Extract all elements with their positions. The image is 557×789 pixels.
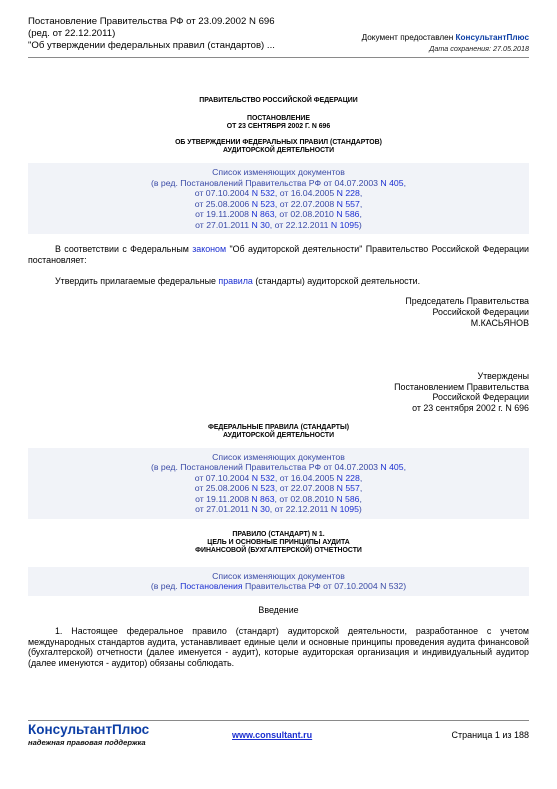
changes-text: , — [359, 188, 363, 198]
provided-by-text: Документ предоставлен — [361, 33, 456, 42]
amendment-link-405[interactable]: N 405 — [380, 177, 404, 188]
amendment-link-30[interactable]: N 30 — [251, 504, 270, 515]
amendment-link-228[interactable]: N 228 — [336, 188, 360, 198]
changes-text: , — [403, 462, 407, 473]
document-body — [28, 97, 529, 669]
changes-text: (в ред. — [150, 581, 181, 592]
changes-text: от 07.10.2004 — [194, 188, 252, 198]
header-line-1: Постановление Правительства РФ от 23.09.2002 N 696 — [28, 16, 275, 27]
rules-title-line-2: АУДИТОРСКОЙ ДЕЯТЕЛЬНОСТИ — [222, 431, 335, 439]
changes-text: , от 22.07.2008 — [274, 198, 337, 209]
resolution-link[interactable]: Постановления — [180, 581, 243, 592]
doc-date: ОТ 23 СЕНТЯБРЯ 2002 Г. N 696 — [226, 123, 331, 130]
changes-text: от 07.10.2004 — [194, 472, 252, 483]
save-date: Дата сохранения: 27.05.2018 — [429, 44, 529, 53]
footer-divider — [28, 720, 529, 721]
changes-text: ) — [358, 219, 362, 230]
changes-heading: Список изменяющих документов — [212, 451, 345, 462]
amendment-link-586[interactable]: N 586 — [336, 209, 360, 219]
amendment-link-532[interactable]: N 532 — [251, 472, 275, 483]
header-line-2: (ред. от 22.12.2011) — [28, 28, 116, 39]
changes-text: , — [359, 198, 363, 209]
section-heading-introduction: Введение — [258, 604, 299, 615]
amendment-link-532[interactable]: N 532 — [251, 188, 275, 198]
amendment-link-557[interactable]: N 557 — [336, 483, 360, 494]
changes-text: от 19.11.2008 — [195, 209, 252, 219]
rule1-title-line-3: ФИНАНСОВОЙ (БУХГАЛТЕРСКОЙ) ОТЧЕТНОСТИ — [195, 546, 362, 554]
changes-text: , от 22.12.2011 — [269, 219, 331, 230]
amendment-link-557[interactable]: N 557 — [336, 198, 360, 209]
rule1-title-line-1: ПРАВИЛО (СТАНДАРТ) N 1. — [232, 530, 325, 538]
footer-tagline: надежная правовая поддержка — [28, 738, 146, 747]
doc-type: ПОСТАНОВЛЕНИЕ — [247, 115, 310, 122]
header-divider — [28, 57, 529, 58]
changes-text: , — [403, 177, 407, 188]
changes-box — [28, 163, 529, 234]
footer-site-link[interactable]: www.consultant.ru — [232, 730, 313, 740]
changes-heading: Список изменяющих документов — [212, 167, 345, 177]
changes-text: , от 02.08.2010 — [274, 493, 337, 504]
consultant-logo: КонсультантПлюс — [28, 722, 150, 737]
signature-block — [28, 296, 529, 328]
approved-line: Российской Федерации — [432, 392, 529, 403]
amendment-link-523[interactable]: N 523 — [251, 198, 275, 209]
paragraph-text: В соответствии с Федеральным — [55, 244, 193, 254]
footer-brand — [28, 722, 149, 747]
changes-text: , — [359, 483, 363, 494]
decision-paragraph — [28, 276, 529, 287]
amendment-link-1095[interactable]: N 1095 — [330, 219, 359, 230]
amendment-link-863[interactable]: N 863 — [251, 493, 275, 504]
changes-text: от 25.08.2006 — [194, 198, 252, 209]
changes-box-3 — [28, 567, 529, 596]
changes-text: от 27.01.2011 — [195, 219, 252, 230]
paragraph-text: Утвердить прилагаемые федеральные — [55, 275, 219, 286]
amendment-link-30[interactable]: N 30 — [251, 219, 270, 230]
document-header-title — [28, 16, 328, 52]
amendment-link-1095[interactable]: N 1095 — [330, 504, 359, 515]
approved-line: Утверждены — [477, 370, 529, 381]
signature-line: Председатель Правительства — [405, 296, 529, 307]
changes-text: , от 02.08.2010 — [274, 209, 337, 219]
amendment-link-863[interactable]: N 863 — [251, 209, 275, 219]
amendment-link-228[interactable]: N 228 — [336, 472, 360, 483]
changes-text: (в ред. Постановлений Правительства РФ от 04.07.2003 — [150, 177, 381, 188]
signature-name: М.КАСЬЯНОВ — [470, 317, 529, 328]
provider-brand: КонсультантПлюс — [455, 33, 529, 42]
header-line-3: "Об утверждении федеральных правил (стандартов) ... — [28, 40, 275, 51]
approved-block — [28, 371, 529, 414]
changes-text: , от 16.04.2005 — [274, 472, 337, 483]
rules-link[interactable]: правила — [218, 275, 253, 286]
paragraph-text: (стандарты) аудиторской деятельности. — [252, 275, 421, 286]
preamble-paragraph — [28, 244, 529, 266]
paragraph-text: "Об аудиторской деятельности" Правительство Российской Федерации постановляет: — [28, 244, 529, 265]
changes-text: , — [359, 209, 362, 219]
amendment-link-523[interactable]: N 523 — [251, 483, 275, 494]
changes-heading: Список изменяющих документов — [212, 570, 345, 581]
amendment-link-405[interactable]: N 405 — [380, 462, 404, 473]
rule1-paragraph-1: 1. Настоящее федеральное правило (стандарт) аудиторской деятельности, разработанное с учетом международных стандартов аудита, устанавливает единые цели и основные принципы проведения аудита финансовой (бухгалтерской) отчетности (далее именуется - аудит), которые аудиторская организация и индивидуальный аудитор (далее именуются - аудитор) обязаны соблюдать. — [28, 625, 529, 669]
approved-line: от 23 сентября 2002 г. N 696 — [412, 403, 529, 414]
changes-text: ) — [358, 504, 362, 515]
changes-text: , от 22.12.2011 — [269, 504, 331, 515]
approved-line: Постановлением Правительства — [394, 381, 529, 392]
amendment-link-586[interactable]: N 586 — [336, 493, 360, 504]
changes-text: , от 16.04.2005 — [274, 188, 337, 198]
changes-text: , — [359, 472, 363, 483]
changes-text: (в ред. Постановлений Правительства РФ от 04.07.2003 — [150, 462, 381, 473]
document-header-source — [362, 32, 529, 54]
org-title: ПРАВИТЕЛЬСТВО РОССИЙСКОЙ ФЕДЕРАЦИИ — [199, 97, 358, 104]
rules-title-line-1: ФЕДЕРАЛЬНЫЕ ПРАВИЛА (СТАНДАРТЫ) — [207, 423, 350, 431]
changes-text: , от 22.07.2008 — [274, 483, 337, 494]
doc-title-line-2: АУДИТОРСКОЙ ДЕЯТЕЛЬНОСТИ — [222, 147, 335, 154]
page-number: Страница 1 из 188 — [451, 730, 529, 740]
changes-text: от 27.01.2011 — [195, 504, 252, 515]
changes-text: от 19.11.2008 — [195, 493, 252, 504]
law-link[interactable]: законом — [192, 244, 227, 254]
changes-text: от 25.08.2006 — [194, 483, 252, 494]
rule1-title-line-2: ЦЕЛЬ И ОСНОВНЫЕ ПРИНЦИПЫ АУДИТА — [207, 538, 350, 546]
changes-text: Правительства РФ от 07.10.2004 N 532) — [242, 581, 407, 592]
doc-title-line-1: ОБ УТВЕРЖДЕНИИ ФЕДЕРАЛЬНЫХ ПРАВИЛ (СТАНДАРТОВ) — [175, 139, 382, 146]
changes-text: , — [359, 493, 362, 504]
changes-box-2 — [28, 448, 529, 519]
signature-line: Российской Федерации — [432, 307, 529, 318]
